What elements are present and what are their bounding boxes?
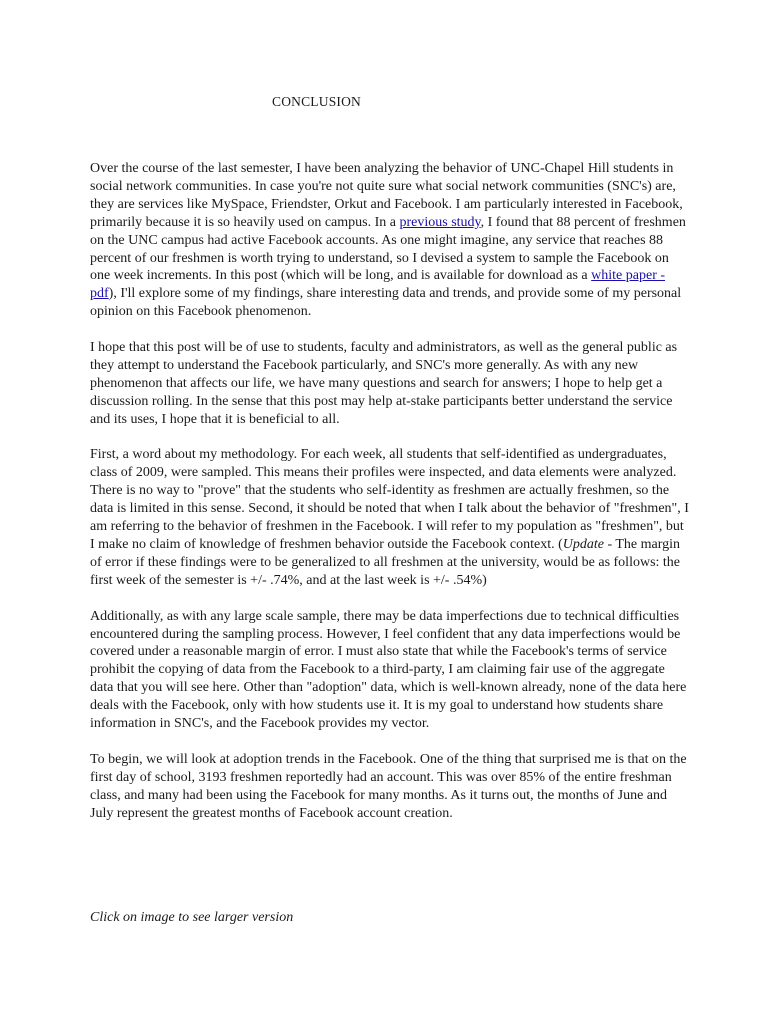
paragraph-intro-text-c: ), I'll explore some of my findings, share interesting data and trends, and provide some of my personal opinion on this Facebook phenomenon. — [90, 286, 682, 320]
paragraph-imperfections: Additionally, as with any large scale sample, there may be data imperfections due to technical difficulties encountered during the sampling process. However, I feel confident that any data imperfections would be covered under a reasonable margin of error. I must also state that while the Facebook's terms of service prohibit the copying of data from the Facebook to a third-party, I am claiming fair use of the aggregate data that you will see here. Other than "adoption" data, which is well-known already, none of the data here deals with the Facebook, only with how students use it. It is my goal to understand how students share information in SNC's, and the Facebook provides my vector. — [90, 608, 687, 732]
article-body — [90, 160, 690, 840]
paragraph-purpose: I hope that this post will be of use to students, faculty and administrators, as well as the general public as they attempt to understand the Facebook particularly, and SNC's more generally. As with any new phenomenon that affects our life, we have many questions and search for answers; I hope to help get a discussion rolling. In the sense that this post may help at-stake participants better understand the service and its uses, I hope that it is beneficial to all. — [90, 340, 678, 427]
paragraph-intro-text-a: Over the course of the last semester, I have been analyzing the behavior of UNC-Chapel Hill students in social network communities. In case you're not quite sure what social network communities (SNC's) are, they are services like MySpace, Friendster, Orkut and Facebook. I am particularly interested in Facebook, primarily because it is so heavily used on campus. In a — [90, 161, 683, 230]
paragraph-intro-text-b: , I found that 88 percent of freshmen on the UNC campus had active Facebook accounts. As one might imagine, any service that reaches 88 percent of our freshmen is worth trying to understand, so I devised a system to sample the Facebook on one week increments. In this post (which will be long, and is available for download as a — [90, 214, 686, 284]
update-label: Update — [562, 537, 604, 552]
paragraph-intro — [90, 160, 690, 321]
paragraph-adoption: To begin, we will look at adoption trends in the Facebook. One of the thing that surprised me is that on the first day of school, 3193 freshmen reportedly had an account. This was over 85% of the entire freshman class, and many had been using the Facebook for many months. As it turns out, the months of June and July represent the greatest months of Facebook account creation. — [90, 751, 687, 821]
page-title: CONCLUSION — [272, 94, 362, 109]
paragraph-methodology-text-a: First, a word about my methodology. For each week, all students that self-identified as undergraduates, class of 2009, were sampled. This means their profiles were inspected, and data elements were analyzed. There is no way to "prove" that the students who self-identity as freshmen are actually freshmen, so the data is limited in this sense. Second, it should be noted that when I talk about the behavior of "freshmen", I am referring to the behavior of freshmen in the Facebook. I will refer to my population as "freshmen", but I make no claim of knowledge of freshmen behavior outside the Facebook context. ( — [90, 447, 689, 552]
image-caption: Click on image to see larger version — [90, 910, 294, 925]
previous-study-link[interactable]: previous study — [399, 214, 481, 230]
white-paper-pdf-link[interactable]: white paper - pdf — [90, 268, 666, 302]
paragraph-methodology-text-b: - The margin of error if these findings were to be generalized to all freshmen at the university, would be as follows: the first week of the semester is +/- .74%, and at the last week is +/- .54%) — [90, 537, 681, 588]
paragraph-methodology — [90, 446, 690, 589]
